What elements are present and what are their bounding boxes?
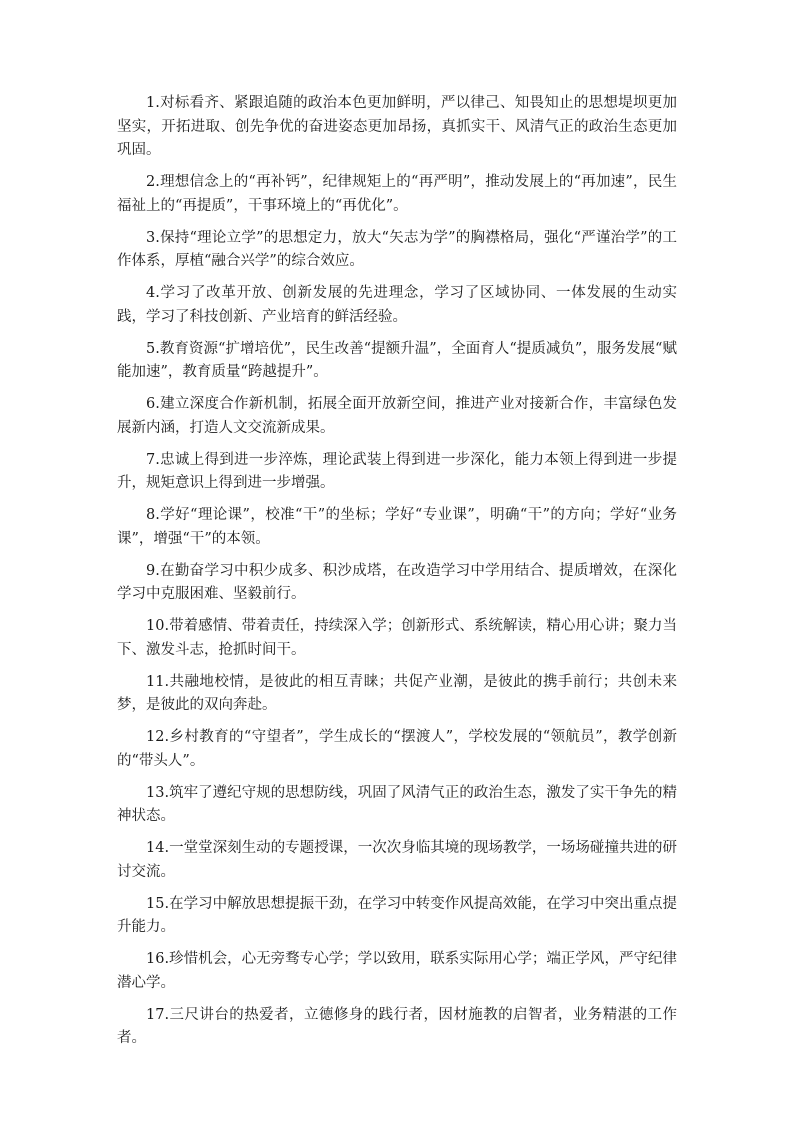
paragraph-6: 6.建立深度合作新机制，拓展全面开放新空间，推进产业对接新合作，丰富绿色发展新内涵，打造人文交流新成果。 <box>117 396 677 436</box>
paragraph-13: 13.筑牢了遵纪守规的思想防线，巩固了风清气正的政治生态，激发了实干争先的精神状态。 <box>117 784 677 824</box>
paragraph-5: 5.教育资源“扩增培优”，民生改善“提额升温”，全面育人“提质减负”，服务发展“赋能加速”，教育质量“跨越提升”。 <box>117 340 677 380</box>
paragraph-10: 10.带着感情、带着责任，持续深入学；创新形式、系统解读，精心用心讲；聚力当下、激发斗志，抢抓时间干。 <box>117 618 677 658</box>
paragraph-8: 8.学好“理论课”，校准“干”的坐标；学好“专业课”，明确“干”的方向；学好“业务课”，增强“干”的本领。 <box>117 507 677 547</box>
paragraph-15: 15.在学习中解放思想提振干劲，在学习中转变作风提高效能，在学习中突出重点提升能力。 <box>117 895 677 935</box>
paragraph-14: 14.一堂堂深刻生动的专题授课，一次次身临其境的现场教学，一场场碰撞共进的研讨交流。 <box>117 840 677 880</box>
paragraph-4: 4.学习了改革开放、创新发展的先进理念，学习了区域协同、一体发展的生动实践，学习了科技创新、产业培育的鲜活经验。 <box>117 285 677 325</box>
paragraph-12: 12.乡村教育的“守望者”，学生成长的“摆渡人”，学校发展的“领航员”，教学创新的“带头人”。 <box>117 729 677 769</box>
paragraph-2: 2.理想信念上的“再补钙”，纪律规矩上的“再严明”，推动发展上的“再加速”，民生福祉上的“再提质”，干事环境上的“再优化”。 <box>117 174 677 214</box>
paragraph-9: 9.在勤奋学习中积少成多、积沙成塔，在改造学习中学用结合、提质增效，在深化学习中克服困难、坚毅前行。 <box>117 562 677 602</box>
paragraph-1: 1.对标看齐、紧跟追随的政治本色更加鲜明，严以律己、知畏知止的思想堤坝更加坚实，开拓进取、创先争优的奋进姿态更加昂扬，真抓实干、风清气正的政治生态更加巩固。 <box>117 95 677 158</box>
document-body <box>117 92 677 1059</box>
paragraph-7: 7.忠诚上得到进一步淬炼，理论武装上得到进一步深化，能力本领上得到进一步提升，规矩意识上得到进一步增强。 <box>117 451 677 491</box>
paragraph-17: 17.三尺讲台的热爱者，立德修身的践行者，因材施教的启智者，业务精湛的工作者。 <box>117 1006 677 1046</box>
paragraph-3: 3.保持“理论立学”的思想定力，放大“矢志为学”的胸襟格局，强化“严谨治学”的工作体系，厚植“融合兴学”的综合效应。 <box>117 229 677 269</box>
paragraph-11: 11.共融地校情，是彼此的相互青睐；共促产业潮，是彼此的携手前行；共创未来梦，是彼此的双向奔赴。 <box>117 673 677 713</box>
paragraph-16: 16.珍惜机会，心无旁骛专心学；学以致用，联系实际用心学；端正学风，严守纪律潜心学。 <box>117 951 677 991</box>
